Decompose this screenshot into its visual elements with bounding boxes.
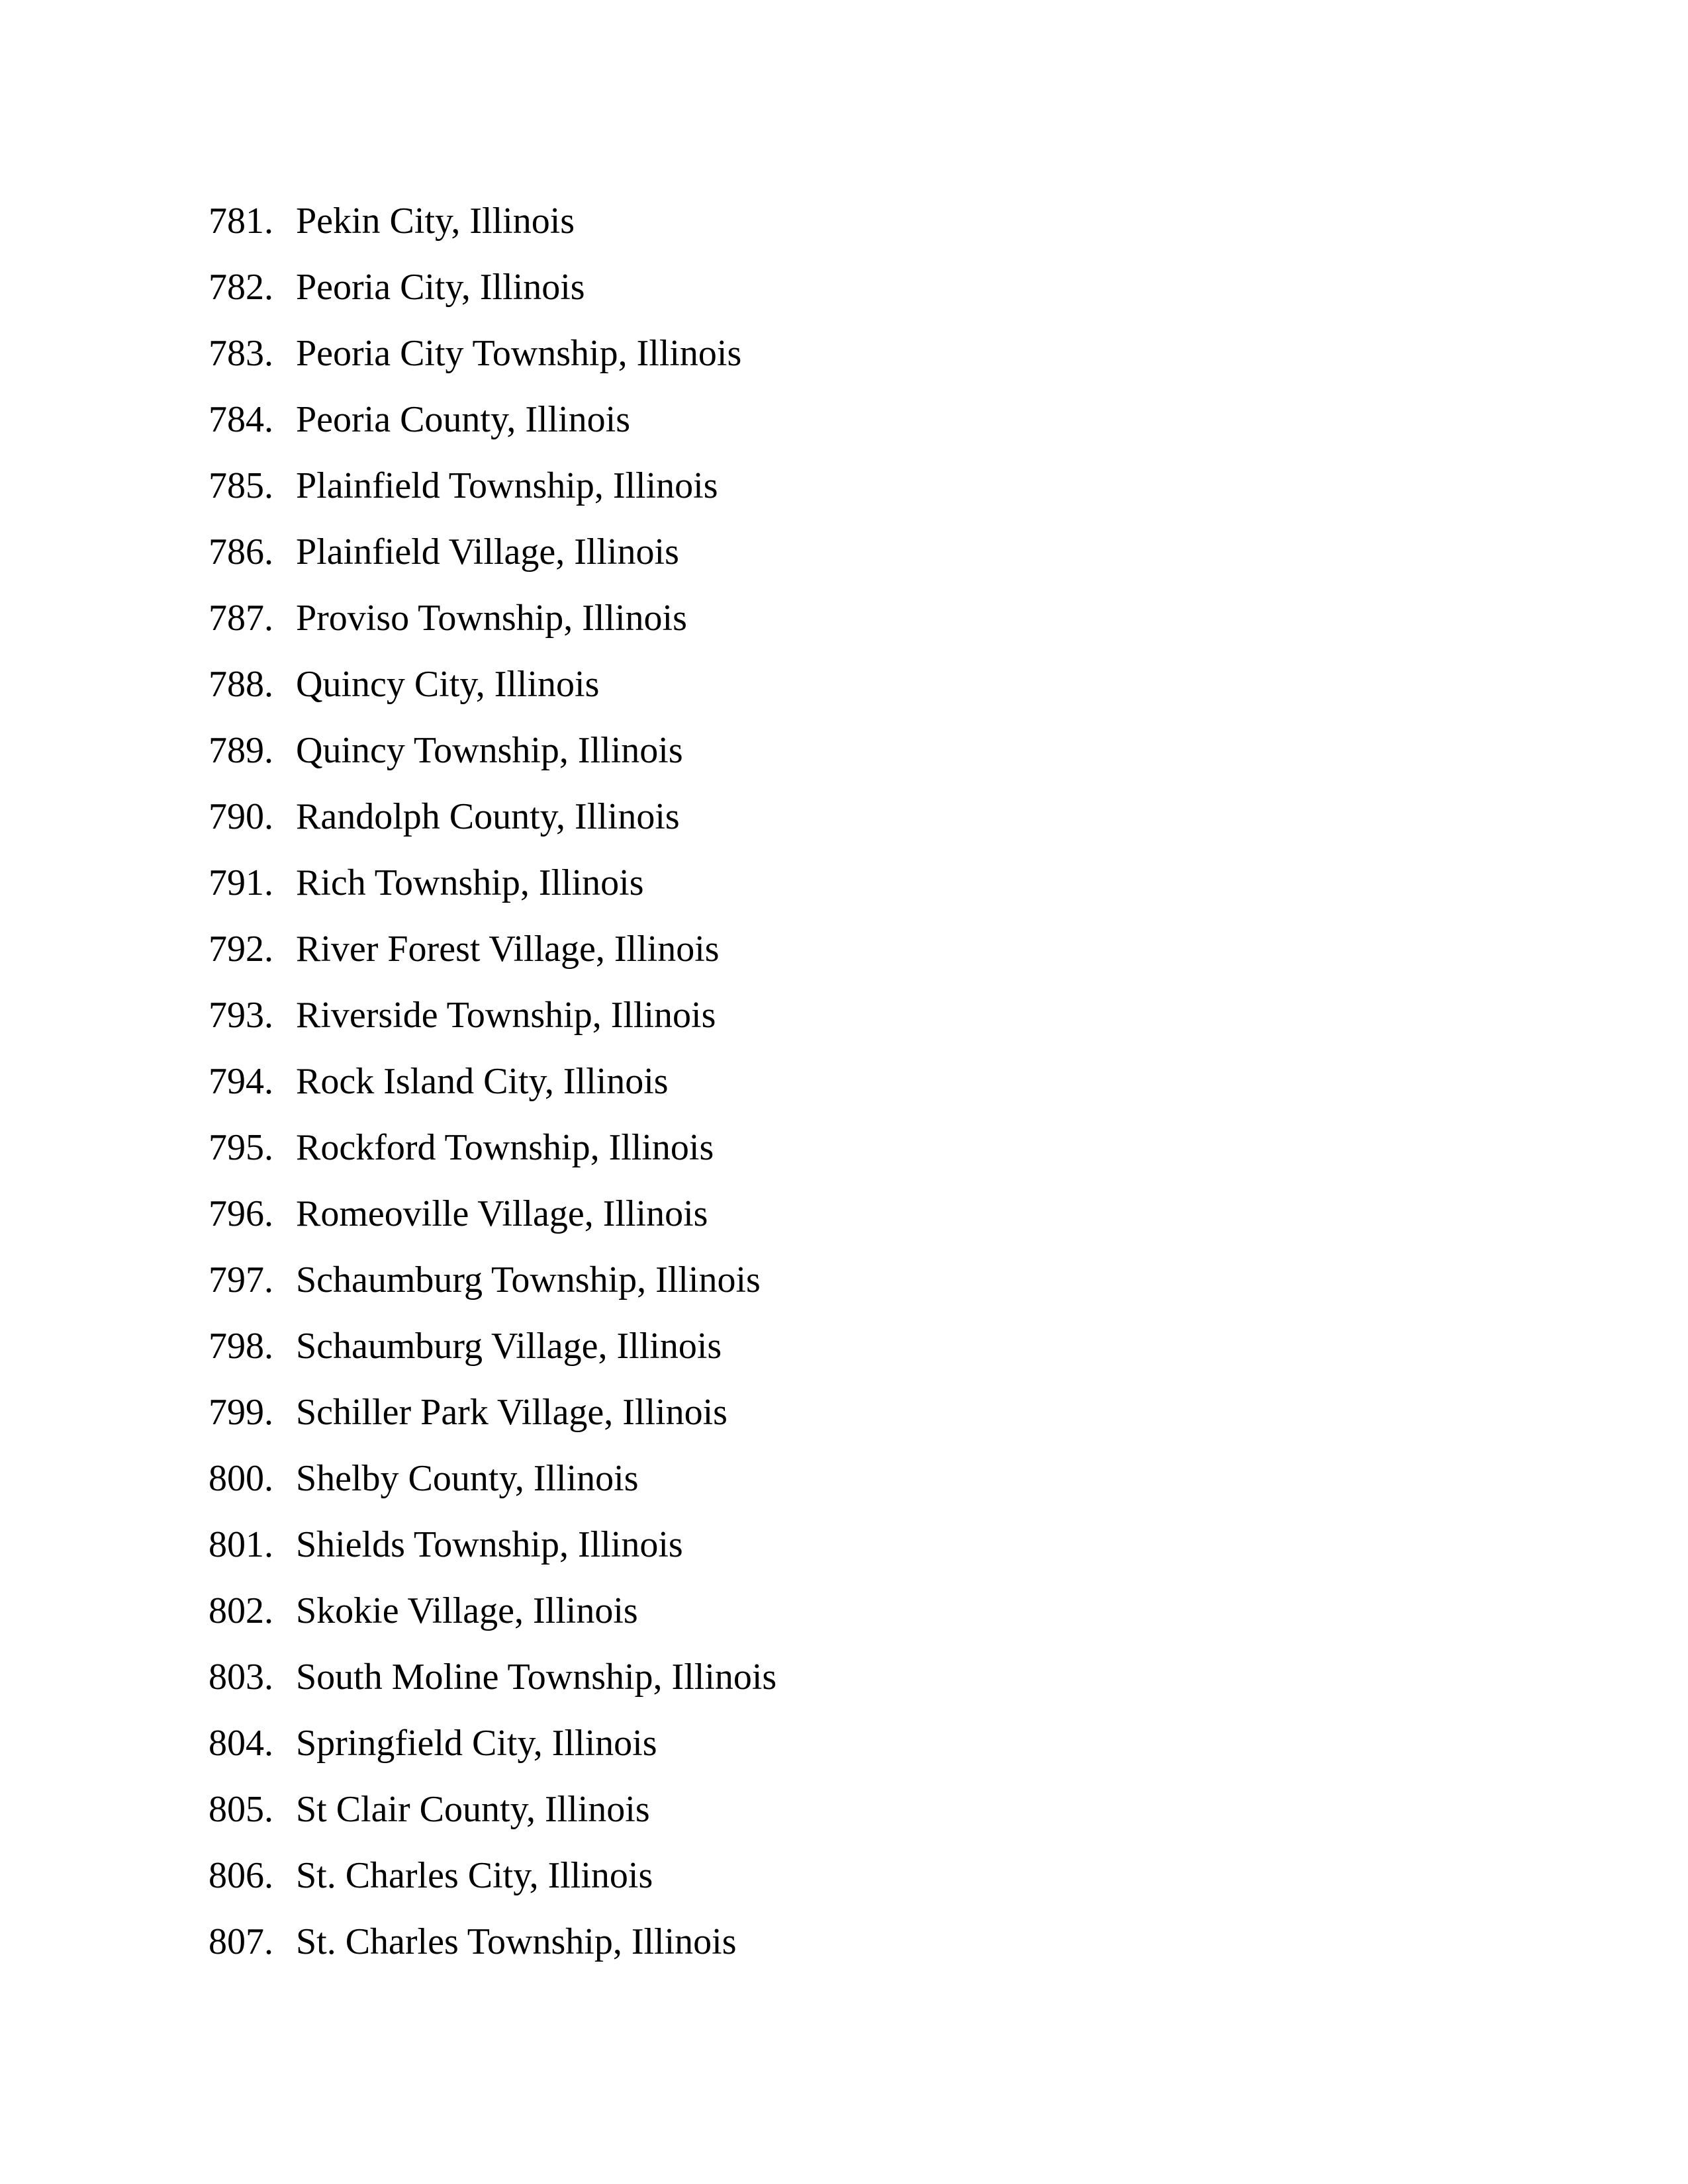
item-text: Rich Township, Illinois [296, 862, 644, 903]
item-text: Schiller Park Village, Illinois [296, 1392, 727, 1433]
item-number: 800. [209, 1458, 273, 1499]
list-item [209, 662, 776, 728]
item-number: 796. [209, 1193, 273, 1234]
item-text: Schaumburg Village, Illinois [296, 1326, 722, 1367]
item-number: 805. [209, 1789, 273, 1830]
item-number: 791. [209, 862, 273, 903]
list-item [209, 860, 776, 927]
list-item [209, 1059, 776, 1125]
list-item [209, 1787, 776, 1853]
item-number: 799. [209, 1392, 273, 1433]
item-number: 803. [209, 1657, 273, 1698]
item-text: Quincy Township, Illinois [296, 730, 683, 771]
list-item [209, 265, 776, 331]
item-text: Peoria City Township, Illinois [296, 333, 742, 374]
item-text: Rock Island City, Illinois [296, 1061, 669, 1102]
item-number: 802. [209, 1590, 273, 1631]
list-item [209, 199, 776, 265]
item-number: 788. [209, 664, 273, 705]
item-text: Peoria County, Illinois [296, 399, 631, 440]
item-number: 781. [209, 201, 273, 242]
list-item [209, 397, 776, 463]
list-item [209, 1919, 776, 1985]
list-item [209, 1125, 776, 1191]
item-text: Plainfield Township, Illinois [296, 465, 718, 506]
list-item [209, 1390, 776, 1456]
item-text: Shields Township, Illinois [296, 1524, 683, 1565]
item-text: St. Charles Township, Illinois [296, 1921, 737, 1962]
list-item [209, 596, 776, 662]
item-text: Quincy City, Illinois [296, 664, 600, 705]
item-number: 782. [209, 267, 273, 308]
item-number: 798. [209, 1326, 273, 1367]
item-text: Peoria City, Illinois [296, 267, 585, 308]
item-text: Skokie Village, Illinois [296, 1590, 638, 1631]
list-item [209, 1853, 776, 1919]
list-item [209, 1324, 776, 1390]
list-item [209, 1588, 776, 1655]
list-item [209, 529, 776, 596]
item-number: 789. [209, 730, 273, 771]
item-text: Pekin City, Illinois [296, 201, 575, 242]
item-number: 787. [209, 598, 273, 639]
item-text: South Moline Township, Illinois [296, 1657, 777, 1698]
list-item [209, 993, 776, 1059]
list-item [209, 1456, 776, 1522]
item-number: 807. [209, 1921, 273, 1962]
item-text: St Clair County, Illinois [296, 1789, 650, 1830]
list-item [209, 927, 776, 993]
item-number: 792. [209, 929, 273, 970]
list-item [209, 1655, 776, 1721]
item-text: Rockford Township, Illinois [296, 1127, 714, 1168]
item-number: 785. [209, 465, 273, 506]
item-text: Shelby County, Illinois [296, 1458, 639, 1499]
item-number: 793. [209, 995, 273, 1036]
item-text: Plainfield Village, Illinois [296, 531, 679, 572]
list-item [209, 1522, 776, 1588]
list-item [209, 1721, 776, 1787]
list-item [209, 463, 776, 529]
item-number: 797. [209, 1259, 273, 1300]
list-item [209, 794, 776, 860]
item-number: 801. [209, 1524, 273, 1565]
numbered-list [209, 199, 776, 1985]
item-number: 806. [209, 1855, 273, 1896]
item-number: 784. [209, 399, 273, 440]
list-item [209, 1257, 776, 1324]
item-number: 790. [209, 796, 273, 837]
item-text: Randolph County, Illinois [296, 796, 680, 837]
item-number: 795. [209, 1127, 273, 1168]
item-number: 794. [209, 1061, 273, 1102]
item-number: 804. [209, 1723, 273, 1764]
item-number: 783. [209, 333, 273, 374]
item-text: St. Charles City, Illinois [296, 1855, 653, 1896]
item-text: Romeoville Village, Illinois [296, 1193, 708, 1234]
list-item [209, 331, 776, 397]
item-text: Proviso Township, Illinois [296, 598, 687, 639]
item-text: Riverside Township, Illinois [296, 995, 716, 1036]
item-text: Springfield City, Illinois [296, 1723, 657, 1764]
list-item [209, 1191, 776, 1257]
item-text: Schaumburg Township, Illinois [296, 1259, 761, 1300]
item-text: River Forest Village, Illinois [296, 929, 720, 970]
item-number: 786. [209, 531, 273, 572]
list-item [209, 728, 776, 794]
